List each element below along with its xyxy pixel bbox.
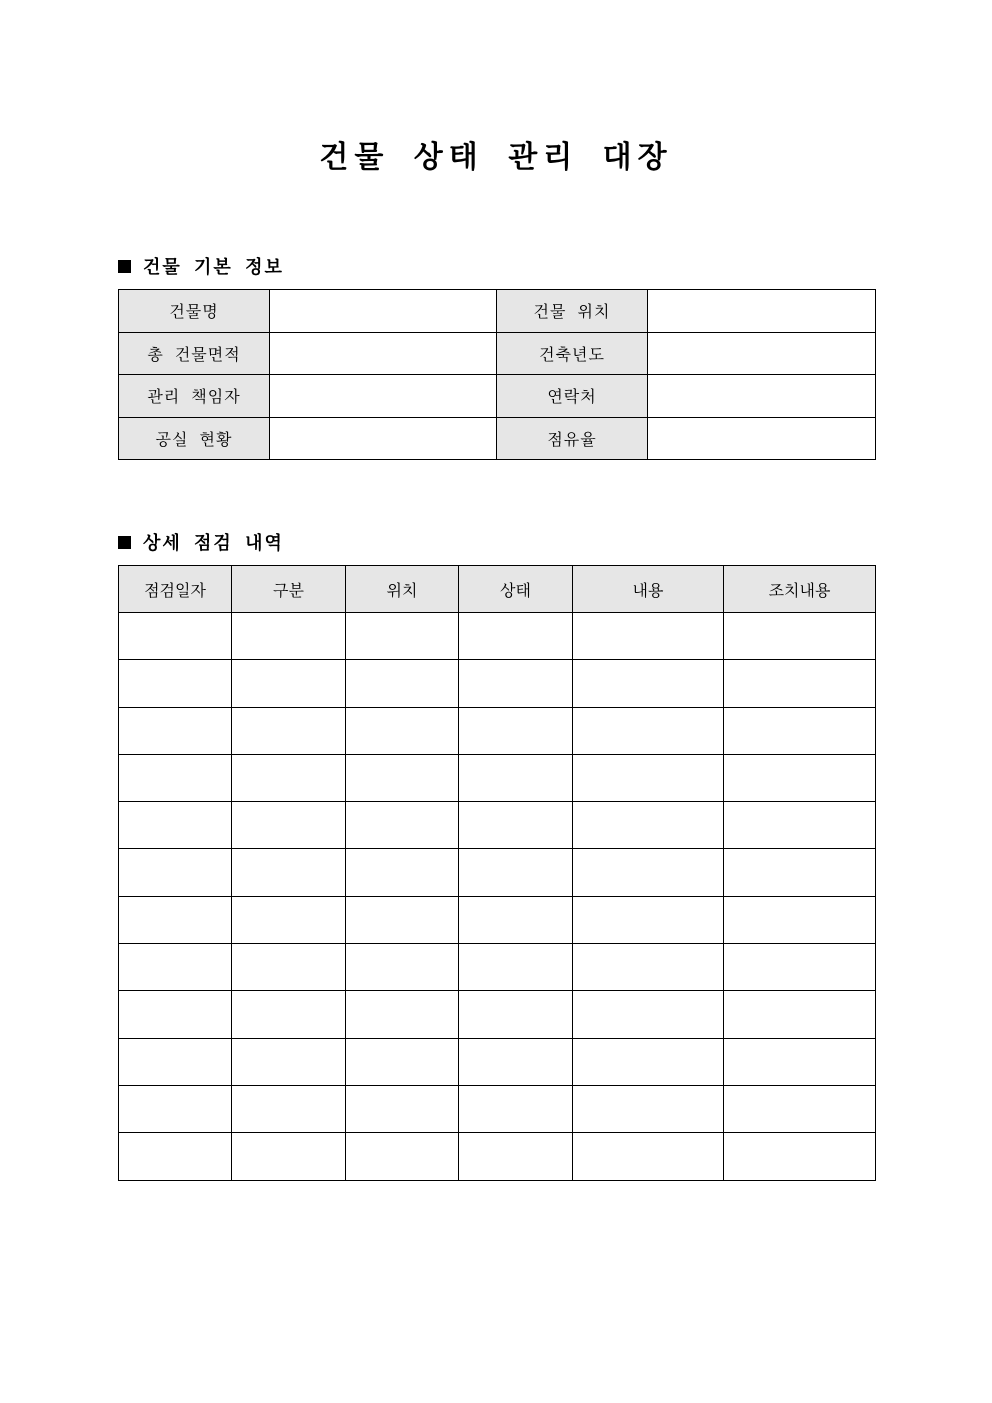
section-heading-basic-info xyxy=(118,253,284,279)
table-cell[interactable] xyxy=(232,1085,346,1132)
table-row xyxy=(119,1085,876,1132)
table-cell[interactable] xyxy=(573,613,724,660)
column-header: 위치 xyxy=(346,566,459,613)
table-cell[interactable] xyxy=(119,660,232,707)
info-row xyxy=(119,290,876,333)
table-cell[interactable] xyxy=(573,802,724,849)
table-cell[interactable] xyxy=(232,1133,346,1180)
table-cell[interactable] xyxy=(459,802,573,849)
table-cell[interactable] xyxy=(573,707,724,754)
table-cell[interactable] xyxy=(346,660,459,707)
table-cell[interactable] xyxy=(346,849,459,896)
table-cell[interactable] xyxy=(724,707,876,754)
info-label: 건물명 xyxy=(119,290,270,333)
table-cell[interactable] xyxy=(232,707,346,754)
table-row xyxy=(119,802,876,849)
info-value-field[interactable] xyxy=(648,332,876,375)
info-label: 연락처 xyxy=(497,375,648,418)
table-cell[interactable] xyxy=(724,944,876,991)
info-value-field[interactable] xyxy=(648,375,876,418)
table-header-row xyxy=(119,566,876,613)
table-cell[interactable] xyxy=(119,944,232,991)
table-cell[interactable] xyxy=(232,660,346,707)
table-cell[interactable] xyxy=(119,613,232,660)
table-cell[interactable] xyxy=(459,1038,573,1085)
table-cell[interactable] xyxy=(459,660,573,707)
inspection-details-table xyxy=(118,565,876,1181)
table-cell[interactable] xyxy=(232,613,346,660)
table-cell[interactable] xyxy=(573,1038,724,1085)
table-cell[interactable] xyxy=(346,944,459,991)
info-label: 건축년도 xyxy=(497,332,648,375)
column-header: 내용 xyxy=(573,566,724,613)
column-header: 점검일자 xyxy=(119,566,232,613)
table-cell[interactable] xyxy=(232,802,346,849)
info-label: 점유율 xyxy=(497,417,648,460)
info-value-field[interactable] xyxy=(648,290,876,333)
table-cell[interactable] xyxy=(346,802,459,849)
section-heading-inspection-details xyxy=(118,529,284,555)
table-cell[interactable] xyxy=(232,944,346,991)
table-cell[interactable] xyxy=(573,1085,724,1132)
table-cell[interactable] xyxy=(119,849,232,896)
table-cell[interactable] xyxy=(119,802,232,849)
table-cell[interactable] xyxy=(724,613,876,660)
square-bullet-icon xyxy=(118,260,131,273)
table-cell[interactable] xyxy=(459,991,573,1038)
table-cell[interactable] xyxy=(724,1133,876,1180)
table-cell[interactable] xyxy=(459,1133,573,1180)
table-cell[interactable] xyxy=(573,896,724,943)
table-cell[interactable] xyxy=(346,754,459,801)
info-value-field[interactable] xyxy=(270,375,497,418)
table-cell[interactable] xyxy=(346,1085,459,1132)
table-cell[interactable] xyxy=(724,896,876,943)
info-label: 총 건물면적 xyxy=(119,332,270,375)
table-cell[interactable] xyxy=(573,1133,724,1180)
table-row xyxy=(119,944,876,991)
table-cell[interactable] xyxy=(232,849,346,896)
table-cell[interactable] xyxy=(346,613,459,660)
table-cell[interactable] xyxy=(119,707,232,754)
info-value-field[interactable] xyxy=(648,417,876,460)
info-label: 관리 책임자 xyxy=(119,375,270,418)
table-row xyxy=(119,991,876,1038)
table-row xyxy=(119,707,876,754)
table-cell[interactable] xyxy=(119,1085,232,1132)
table-cell[interactable] xyxy=(346,707,459,754)
table-row xyxy=(119,1133,876,1180)
table-row xyxy=(119,754,876,801)
table-row xyxy=(119,849,876,896)
table-row xyxy=(119,1038,876,1085)
table-cell[interactable] xyxy=(346,991,459,1038)
table-cell[interactable] xyxy=(573,991,724,1038)
table-cell[interactable] xyxy=(459,849,573,896)
info-value-field[interactable] xyxy=(270,290,497,333)
table-cell[interactable] xyxy=(232,1038,346,1085)
table-cell[interactable] xyxy=(724,1038,876,1085)
table-row xyxy=(119,660,876,707)
table-cell[interactable] xyxy=(459,613,573,660)
basic-info-table xyxy=(118,289,876,460)
info-row xyxy=(119,375,876,418)
table-row xyxy=(119,896,876,943)
table-cell[interactable] xyxy=(459,707,573,754)
table-cell[interactable] xyxy=(724,991,876,1038)
info-value-field[interactable] xyxy=(270,417,497,460)
table-cell[interactable] xyxy=(459,944,573,991)
table-cell[interactable] xyxy=(724,849,876,896)
info-value-field[interactable] xyxy=(270,332,497,375)
table-cell[interactable] xyxy=(573,660,724,707)
square-bullet-icon xyxy=(118,536,131,549)
table-cell[interactable] xyxy=(119,1133,232,1180)
section-heading-label: 건물 기본 정보 xyxy=(143,257,284,278)
section-heading-label: 상세 점검 내역 xyxy=(143,533,284,554)
info-label: 공실 현황 xyxy=(119,417,270,460)
column-header: 조치내용 xyxy=(724,566,876,613)
table-cell[interactable] xyxy=(459,896,573,943)
table-cell[interactable] xyxy=(724,1085,876,1132)
column-header: 상태 xyxy=(459,566,573,613)
table-cell[interactable] xyxy=(459,1085,573,1132)
table-cell[interactable] xyxy=(573,944,724,991)
page-title: 건물 상태 관리 대장 xyxy=(319,140,673,175)
info-row xyxy=(119,332,876,375)
table-cell[interactable] xyxy=(346,896,459,943)
table-cell[interactable] xyxy=(346,1038,459,1085)
table-cell[interactable] xyxy=(724,660,876,707)
table-cell[interactable] xyxy=(724,802,876,849)
table-cell[interactable] xyxy=(573,754,724,801)
info-label: 건물 위치 xyxy=(497,290,648,333)
table-cell[interactable] xyxy=(119,991,232,1038)
table-cell[interactable] xyxy=(459,754,573,801)
table-cell[interactable] xyxy=(724,754,876,801)
info-row xyxy=(119,417,876,460)
table-cell[interactable] xyxy=(119,1038,232,1085)
table-cell[interactable] xyxy=(232,754,346,801)
table-cell[interactable] xyxy=(232,991,346,1038)
column-header: 구분 xyxy=(232,566,346,613)
table-cell[interactable] xyxy=(119,754,232,801)
table-cell[interactable] xyxy=(573,849,724,896)
table-cell[interactable] xyxy=(346,1133,459,1180)
table-cell[interactable] xyxy=(119,896,232,943)
table-cell[interactable] xyxy=(232,896,346,943)
table-row xyxy=(119,613,876,660)
